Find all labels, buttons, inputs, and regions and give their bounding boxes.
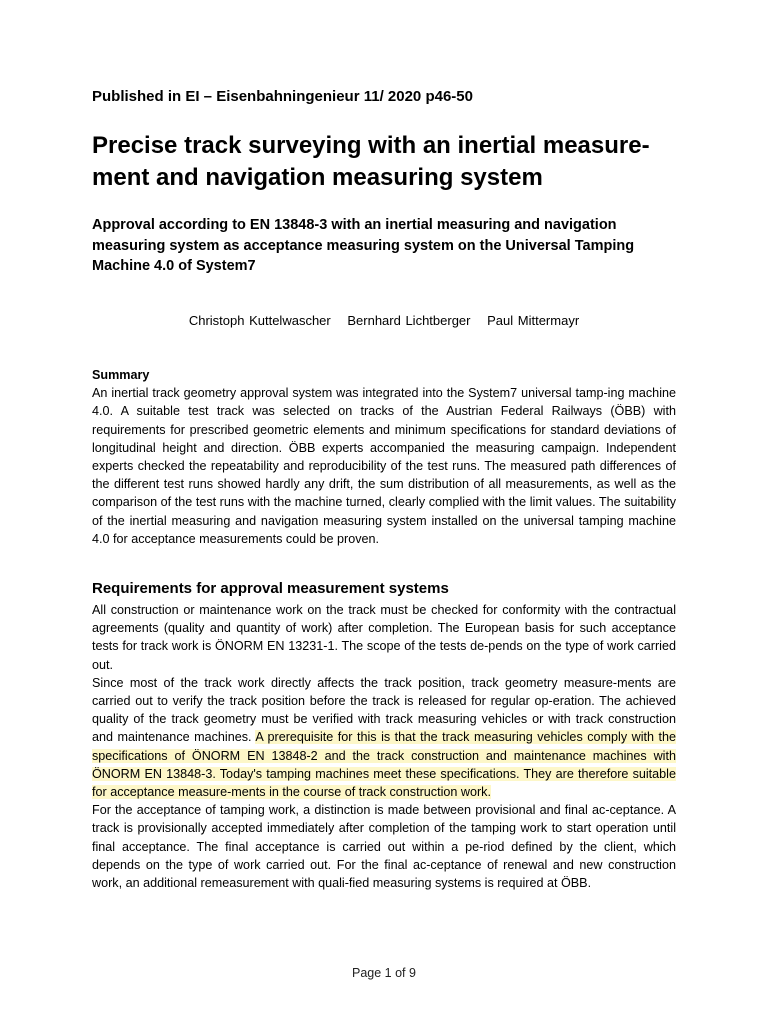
publication-note: Published in EI – Eisenbahningenieur 11/ 2020 p46-50 <box>92 88 473 105</box>
author-name: Bernhard Lichtberger <box>347 313 471 328</box>
document-subtitle: Approval according to EN 13848-3 with an inertial measuring and navigation measuring system as acceptance measuring system on the Universal Tamping Machine 4.0 of System7 <box>92 217 635 274</box>
summary-block <box>92 366 676 548</box>
page-number: Page 1 of 9 <box>352 966 416 980</box>
requirements-section <box>92 579 676 892</box>
section-paragraph-3: For the acceptance of tamping work, a distinction is made between provisional and final ac-ceptance. A track is provisionally accepted immediately after completion of the tamping work to start operation until final acceptance. The final acceptance is carried out within a pe-riod defined by the client, which depends on the type of work carried out. For the final ac-ceptance of renewal and new construction work, an additional remeasurement with quali-fied measuring systems is required at ÖBB. <box>92 803 676 891</box>
author-name: Christoph Kuttelwascher <box>188 313 331 328</box>
summary-heading: Summary <box>92 368 150 382</box>
section-paragraph-2 <box>92 674 676 801</box>
highlighted-text: A prerequisite for this is that the track measuring vehicles comply with the specifications of ÖNORM EN 13848-2 and the track construction and maintenance machines with ÖNORM EN 13848-3. Today's tamping machines meet these specifications. They are therefore suitable for acceptance measure-ments in the course of track construction work. <box>92 730 677 800</box>
paragraph-text: Since most of the track work directly affects the track position, track geometry measure-ments are carried out to verify the track position before the track is released for regular op-eration. The achieved quality of the track geometry must be verified with track measuring vehicles or with track construction and maintenance machines. <box>92 675 676 745</box>
summary-paragraph: An inertial track geometry approval system was integrated into the System7 universal tamp-ing machine 4.0. A suitable test track was selected on tracks of the Austrian Federal Railways (ÖBB) with requirements for prescribed geometric elements and minimum specifications for standard deviations of longitudinal height and direction. ÖBB experts accompanied the measuring campaign. Independent experts checked the repeatability and reproducibility of the test runs. The measured path differences of the different test runs showed hardly any drift, the sum distribution of all measurements, as well as the comparison of the test runs with the machine turned, clearly complied with the limit values. The suitability of the inertial measuring and navigation measuring system installed on the universal tamping machine 4.0 for acceptance measurements could be proven. <box>92 386 676 546</box>
author-name: Paul Mittermayr <box>487 313 580 328</box>
document-title: Precise track surveying with an inertial measure-ment and navigation measuring system <box>92 132 650 191</box>
section-paragraph-1: All construction or maintenance work on the track must be checked for conformity with the contractual agreements (quality and quantity of work) after completion. The European basis for such acceptance tests for track work is ÖNORM EN 13231-1. The scope of the tests de-pends on the type of work carried out. <box>92 603 676 672</box>
section-heading: Requirements for approval measurement systems <box>92 580 449 597</box>
author-list <box>92 313 676 328</box>
